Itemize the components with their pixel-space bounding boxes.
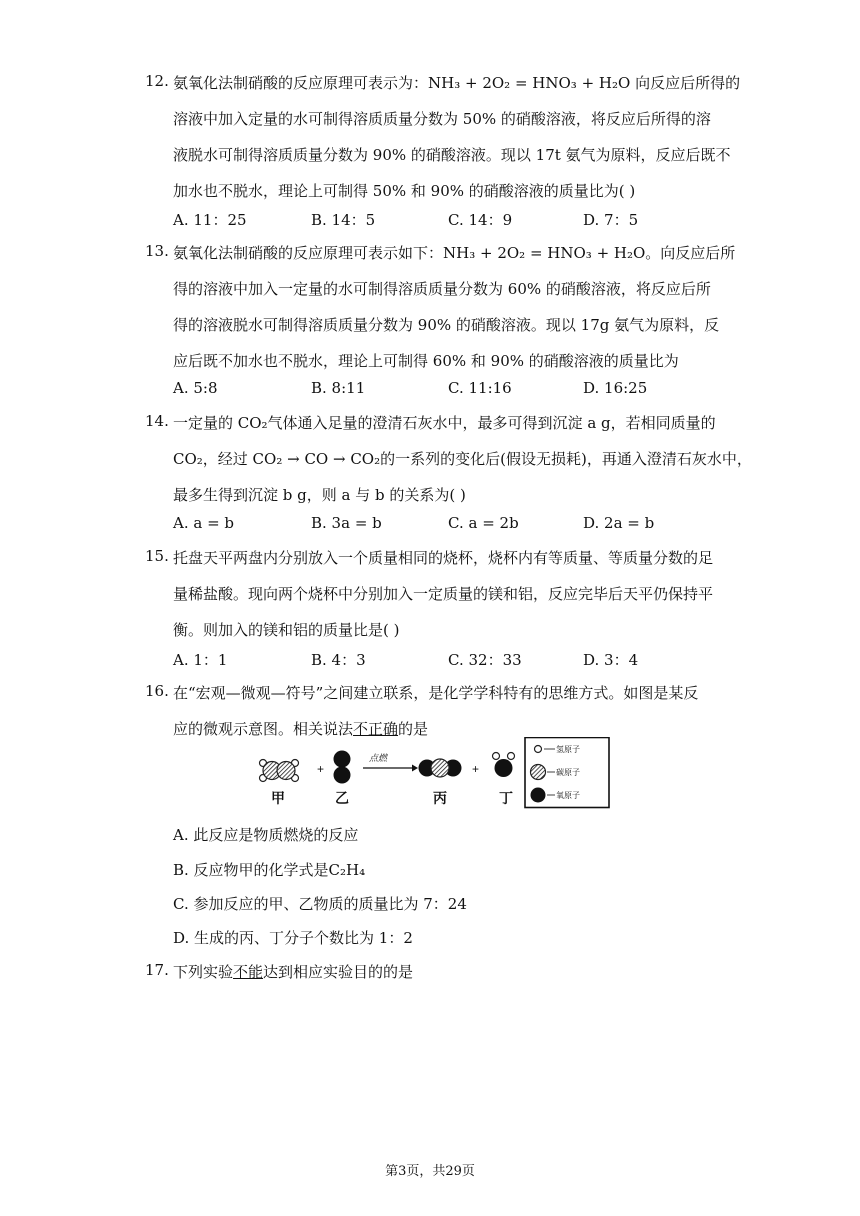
question-line-2 xyxy=(173,718,428,739)
question-line: 加水也不脱水，理论上可制得 50% 和 90% 的硝酸溶液的质量比为( ) xyxy=(173,182,636,200)
molecule-ding xyxy=(493,753,515,778)
options-row xyxy=(173,514,733,534)
option-c[interactable]: C. 11:16 xyxy=(448,379,512,397)
question-line: 在“宏观—微观—符号”之间建立联系，是化学学科特有的思维方式。如图是某反 xyxy=(173,684,699,702)
question-text: 下列实验 xyxy=(173,963,234,981)
option-c[interactable]: C. 14：9 xyxy=(448,211,513,229)
question-line: 衡。则加入的镁和铝的质量比是( ) xyxy=(173,621,400,639)
question-line: CO₂，经过 CO₂ → CO → CO₂的一系列的变化后(假设无损耗)，再通入澄清石灰水中， xyxy=(173,450,752,468)
question-text-tail: 的是 xyxy=(398,720,429,738)
question-number: 16. xyxy=(145,682,169,700)
molecule-yi xyxy=(334,751,351,784)
question-number: 13. xyxy=(145,242,169,260)
question-number: 17. xyxy=(145,961,169,979)
label-bing: 丙 xyxy=(433,791,447,807)
label-ding: 丁 xyxy=(499,791,513,807)
underlined-text: 不正确 xyxy=(353,720,399,738)
question-line: 氨氧化法制硝酸的反应原理可表示为：NH₃ + 2O₂ = HNO₃ + H₂O 向反应后所得的 xyxy=(173,74,741,92)
option-b[interactable]: B. 反应物甲的化学式是C₂H₄ xyxy=(173,861,366,879)
question-line xyxy=(173,961,413,982)
option-a[interactable]: A. 1：1 xyxy=(173,651,228,669)
option-a[interactable]: A. 此反应是物质燃烧的反应 xyxy=(173,826,359,844)
option-d[interactable]: D. 生成的丙、丁分子个数比为 1：2 xyxy=(173,929,413,947)
reaction-diagram xyxy=(255,737,610,809)
option-a[interactable]: A. 11：25 xyxy=(173,211,247,229)
plus-sign: + xyxy=(317,762,325,776)
question-line: 得的溶液脱水可制得溶质质量分数为 90% 的硝酸溶液。现以 17g 氨气为原料，反 xyxy=(173,316,720,334)
question-text-tail: 达到相应实验目的的是 xyxy=(263,963,414,981)
question-line: 一定量的 CO₂气体通入足量的澄清石灰水中，最多可得到沉淀 a g，若相同质量的 xyxy=(173,414,716,432)
option-b[interactable]: B. 3a = b xyxy=(311,514,382,532)
question-line: 托盘天平两盘内分别放入一个质量相同的烧杯，烧杯内有等质量、等质量分数的足 xyxy=(173,549,714,567)
arrow-head-icon xyxy=(412,765,418,772)
legend-oxygen: 氧原子 xyxy=(556,791,580,800)
legend-hydrogen: 氢原子 xyxy=(556,745,580,754)
question-line: 液脱水可制得溶质质量分数为 90% 的硝酸溶液。现以 17t 氨气为原料，反应后既不 xyxy=(173,146,731,164)
diagram-legend xyxy=(525,738,609,808)
page-footer: 第3页，共29页 xyxy=(385,1164,475,1179)
question-text: 应的微观示意图。相关说法 xyxy=(173,720,354,738)
underlined-text: 不能 xyxy=(233,963,264,981)
option-a[interactable]: A. a = b xyxy=(173,514,235,532)
option-c[interactable]: C. a = 2b xyxy=(448,514,519,532)
question-number: 15. xyxy=(145,547,169,565)
legend-carbon: 碳原子 xyxy=(556,768,580,777)
molecule-jia xyxy=(260,760,299,782)
question-line: 最多生得到沉淀 b g，则 a 与 b 的关系为( ) xyxy=(173,486,466,504)
label-jia: 甲 xyxy=(271,791,285,807)
options-row xyxy=(173,379,733,399)
option-b[interactable]: B. 4：3 xyxy=(311,651,366,669)
option-d[interactable]: D. 2a = b xyxy=(583,514,655,532)
plus-sign: + xyxy=(472,762,480,776)
question-line: 量稀盐酸。现向两个烧杯中分别加入一定质量的镁和铝，反应完毕后天平仍保持平 xyxy=(173,585,714,603)
question-line: 应后既不加水也不脱水，理论上可制得 60% 和 90% 的硝酸溶液的质量比为 xyxy=(173,352,679,370)
arrow-label: 点燃 xyxy=(369,754,388,764)
options-row xyxy=(173,209,733,229)
question-line: 得的溶液中加入一定量的水可制得溶质质量分数为 60% 的硝酸溶液，将反应后所 xyxy=(173,280,711,298)
option-a[interactable]: A. 5:8 xyxy=(173,379,218,397)
option-c[interactable]: C. 参加反应的甲、乙物质的质量比为 7：24 xyxy=(173,895,467,913)
option-d[interactable]: D. 3：4 xyxy=(583,651,639,669)
molecule-bing xyxy=(419,759,462,777)
question-number: 12. xyxy=(145,72,169,90)
question-line: 氨氧化法制硝酸的反应原理可表示如下：NH₃ + 2O₂ = HNO₃ + H₂O。向反应后所 xyxy=(173,244,736,262)
question-number: 14. xyxy=(145,412,169,430)
option-c[interactable]: C. 32：33 xyxy=(448,651,522,669)
option-d[interactable]: D. 16:25 xyxy=(583,379,648,397)
label-yi: 乙 xyxy=(335,791,349,807)
options-row xyxy=(173,649,733,669)
option-b[interactable]: B. 8:11 xyxy=(311,379,366,397)
question-line: 溶液中加入定量的水可制得溶质质量分数为 50% 的硝酸溶液，将反应后所得的溶 xyxy=(173,110,711,128)
option-d[interactable]: D. 7：5 xyxy=(583,211,639,229)
option-b[interactable]: B. 14：5 xyxy=(311,211,376,229)
